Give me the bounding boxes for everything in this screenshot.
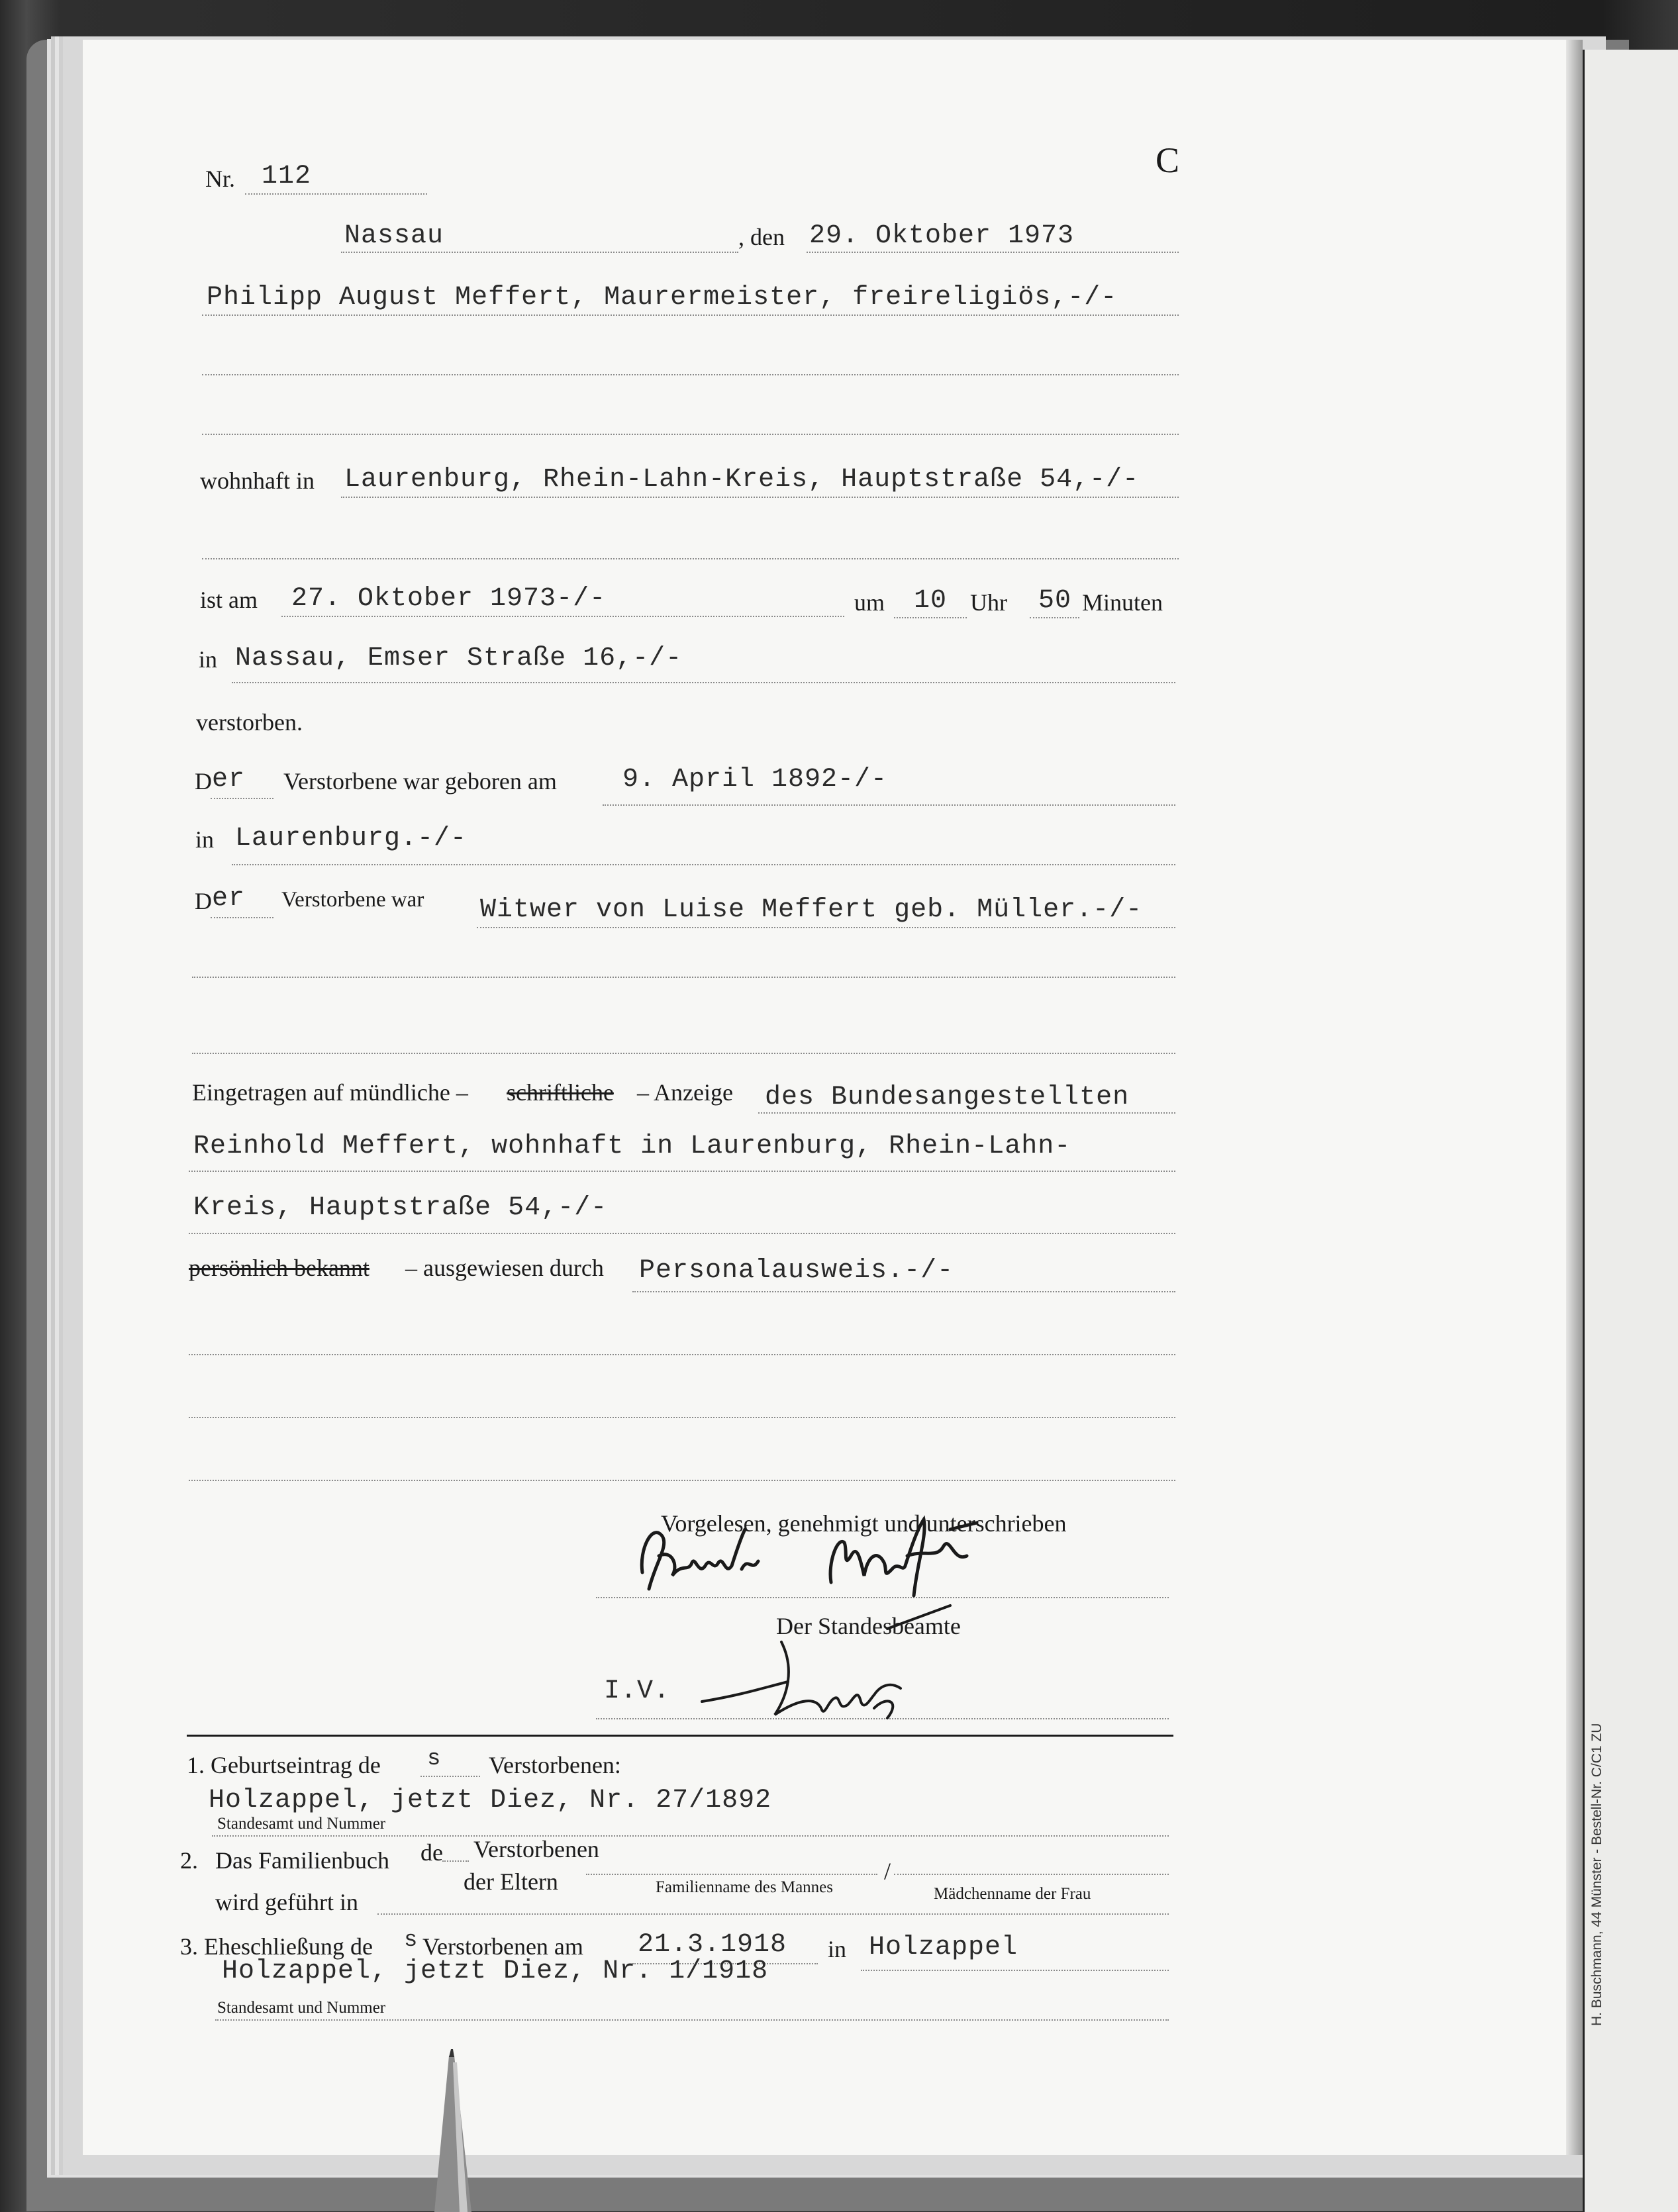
family-book-rule	[377, 1913, 1169, 1915]
number-label: Nr.	[205, 166, 235, 192]
iv-label: I.V.	[604, 1676, 671, 1706]
family-book-number: 2.	[180, 1847, 198, 1874]
husband-name-line	[586, 1874, 877, 1875]
residence-value: Laurenburg, Rhein-Lahn-Kreis, Hauptstraße 54,-/-	[344, 465, 1140, 495]
marriage-entry-rule	[215, 2019, 1169, 2021]
marriage-date: 21.3.1918	[638, 1930, 787, 1960]
marriage-label: 3. Eheschließung de	[180, 1933, 373, 1960]
marriage-ending: s	[404, 1928, 419, 1953]
name-line-2	[202, 374, 1179, 375]
blank-rule-1	[189, 1354, 1175, 1355]
entry-label-struck: schriftliche	[507, 1079, 614, 1106]
known-struck: persönlich bekannt	[189, 1255, 370, 1281]
informant-line-1: des Bundesangestellten	[765, 1082, 1130, 1112]
informant-rule-3	[189, 1233, 1175, 1234]
birth-date: 9. April 1892-/-	[622, 765, 888, 794]
footer-divider	[187, 1735, 1173, 1737]
number-line	[245, 193, 427, 195]
death-date-line	[281, 616, 844, 617]
born-ending-line	[211, 798, 273, 799]
registrar-label: Der Standesbeamte	[776, 1613, 961, 1639]
birth-date-line	[603, 804, 1175, 806]
status-prefix: D	[195, 888, 212, 914]
birth-place-label: in	[195, 826, 215, 853]
status-gender-ending: er	[212, 884, 246, 914]
id-rule	[632, 1291, 1175, 1292]
read-approved-label: Vorgelesen, genehmigt und unterschrieben	[661, 1510, 1067, 1537]
born-prefix: D	[195, 768, 212, 794]
birth-entry-ending-line	[420, 1776, 480, 1777]
death-hour: 10	[914, 586, 948, 616]
birth-place: Laurenburg.-/-	[235, 824, 468, 853]
death-date: 27. Oktober 1973-/-	[291, 584, 607, 614]
name-line-3	[202, 434, 1179, 435]
family-book-verstorbenen: Verstorbenen	[473, 1836, 599, 1862]
printer-imprint: H. Buschmann, 44 Münster - Bestell-Nr. C/C1 ZU	[1589, 1723, 1604, 2026]
status-line-3	[192, 1053, 1175, 1054]
blank-rule-3	[189, 1480, 1175, 1481]
born-label: Verstorbene war geboren am	[283, 768, 557, 794]
birth-place-line	[232, 864, 1175, 865]
wife-name-line	[894, 1874, 1169, 1875]
den-label: , den	[738, 224, 785, 250]
family-book-label: Das Familienbuch	[215, 1847, 389, 1874]
marriage-label-2: Verstorbenen am	[422, 1933, 583, 1960]
pen-tip	[397, 2049, 477, 2212]
marriage-place-line	[861, 1970, 1169, 1971]
marriage-place: Holzappel	[869, 1933, 1018, 1962]
marriage-in-label: in	[828, 1936, 847, 1962]
um-label: um	[854, 589, 885, 616]
date-line	[807, 252, 1179, 253]
status-ending-line	[211, 917, 273, 918]
registrar-signature	[662, 1589, 980, 1741]
deceased-name: Philipp August Meffert, Maurermeister, freireligiös,-/-	[207, 283, 1118, 313]
uhr-label: Uhr	[970, 589, 1007, 616]
family-book-de: de	[420, 1839, 443, 1866]
informant-rule-2	[189, 1171, 1175, 1172]
verstorben-label: verstorben.	[196, 709, 303, 736]
birth-entry-value: Holzappel, jetzt Diez, Nr. 27/1892	[209, 1786, 772, 1815]
status-line-1	[477, 927, 1175, 928]
birth-entry-label-2: Verstorbenen:	[489, 1752, 621, 1778]
place-of-registration: Nassau	[344, 221, 444, 251]
blank-rule-2	[189, 1417, 1175, 1418]
registration-date: 29. Oktober 1973	[809, 221, 1075, 251]
family-book-de-line	[442, 1860, 469, 1862]
death-place-label: in	[199, 646, 218, 673]
residence-line-2	[202, 558, 1179, 559]
birth-entry-caption: Standesamt und Nummer	[217, 1815, 386, 1833]
informant-line-3: Kreis, Hauptstraße 54,-/-	[193, 1193, 608, 1223]
hour-line	[894, 617, 967, 618]
identity-document: Personalausweis.-/-	[639, 1256, 954, 1286]
informant-rule-1	[758, 1112, 1175, 1114]
death-date-label: ist am	[200, 587, 258, 613]
marital-status: Witwer von Luise Meffert geb. Müller.-/-	[480, 895, 1143, 925]
death-place-line	[232, 682, 1175, 683]
informant-line-2: Reinhold Meffert, wohnhaft in Laurenburg, Rhein-Lahn-	[193, 1131, 1071, 1161]
birth-entry-rule	[212, 1835, 1169, 1837]
status-label: Verstorbene war	[281, 888, 424, 912]
minuten-label: Minuten	[1082, 589, 1163, 616]
birth-entry-label: 1. Geburtseintrag de	[187, 1752, 381, 1778]
status-line-2	[192, 977, 1175, 978]
form-letter: C	[1156, 140, 1180, 180]
born-gender-ending: er	[212, 765, 246, 794]
place-line	[341, 252, 738, 253]
minute-line	[1030, 617, 1079, 618]
family-book-eltern: der Eltern	[464, 1868, 558, 1895]
family-book-slash: /	[884, 1858, 891, 1884]
residence-line-1	[341, 497, 1179, 498]
book-gutter	[1566, 40, 1583, 2155]
death-place: Nassau, Emser Straße 16,-/-	[235, 644, 683, 673]
marriage-entry-caption: Standesamt und Nummer	[217, 1999, 386, 2017]
identified-label: – ausgewiesen durch	[405, 1255, 604, 1281]
family-book-kept-in: wird geführt in	[215, 1889, 358, 1915]
husband-name-caption: Familienname des Mannes	[656, 1878, 833, 1896]
entry-number: 112	[262, 162, 312, 191]
marriage-entry-value: Holzappel, jetzt Diez, Nr. 1/1918	[222, 1956, 769, 1986]
wife-name-caption: Mädchenname der Frau	[934, 1885, 1091, 1903]
residence-label: wohnhaft in	[200, 467, 315, 494]
birth-entry-ending: s	[427, 1747, 442, 1772]
death-minute: 50	[1038, 586, 1072, 616]
name-line-1	[202, 314, 1179, 316]
entry-label-a: Eingetragen auf mündliche –	[192, 1079, 468, 1106]
entry-label-b: – Anzeige	[637, 1079, 733, 1106]
